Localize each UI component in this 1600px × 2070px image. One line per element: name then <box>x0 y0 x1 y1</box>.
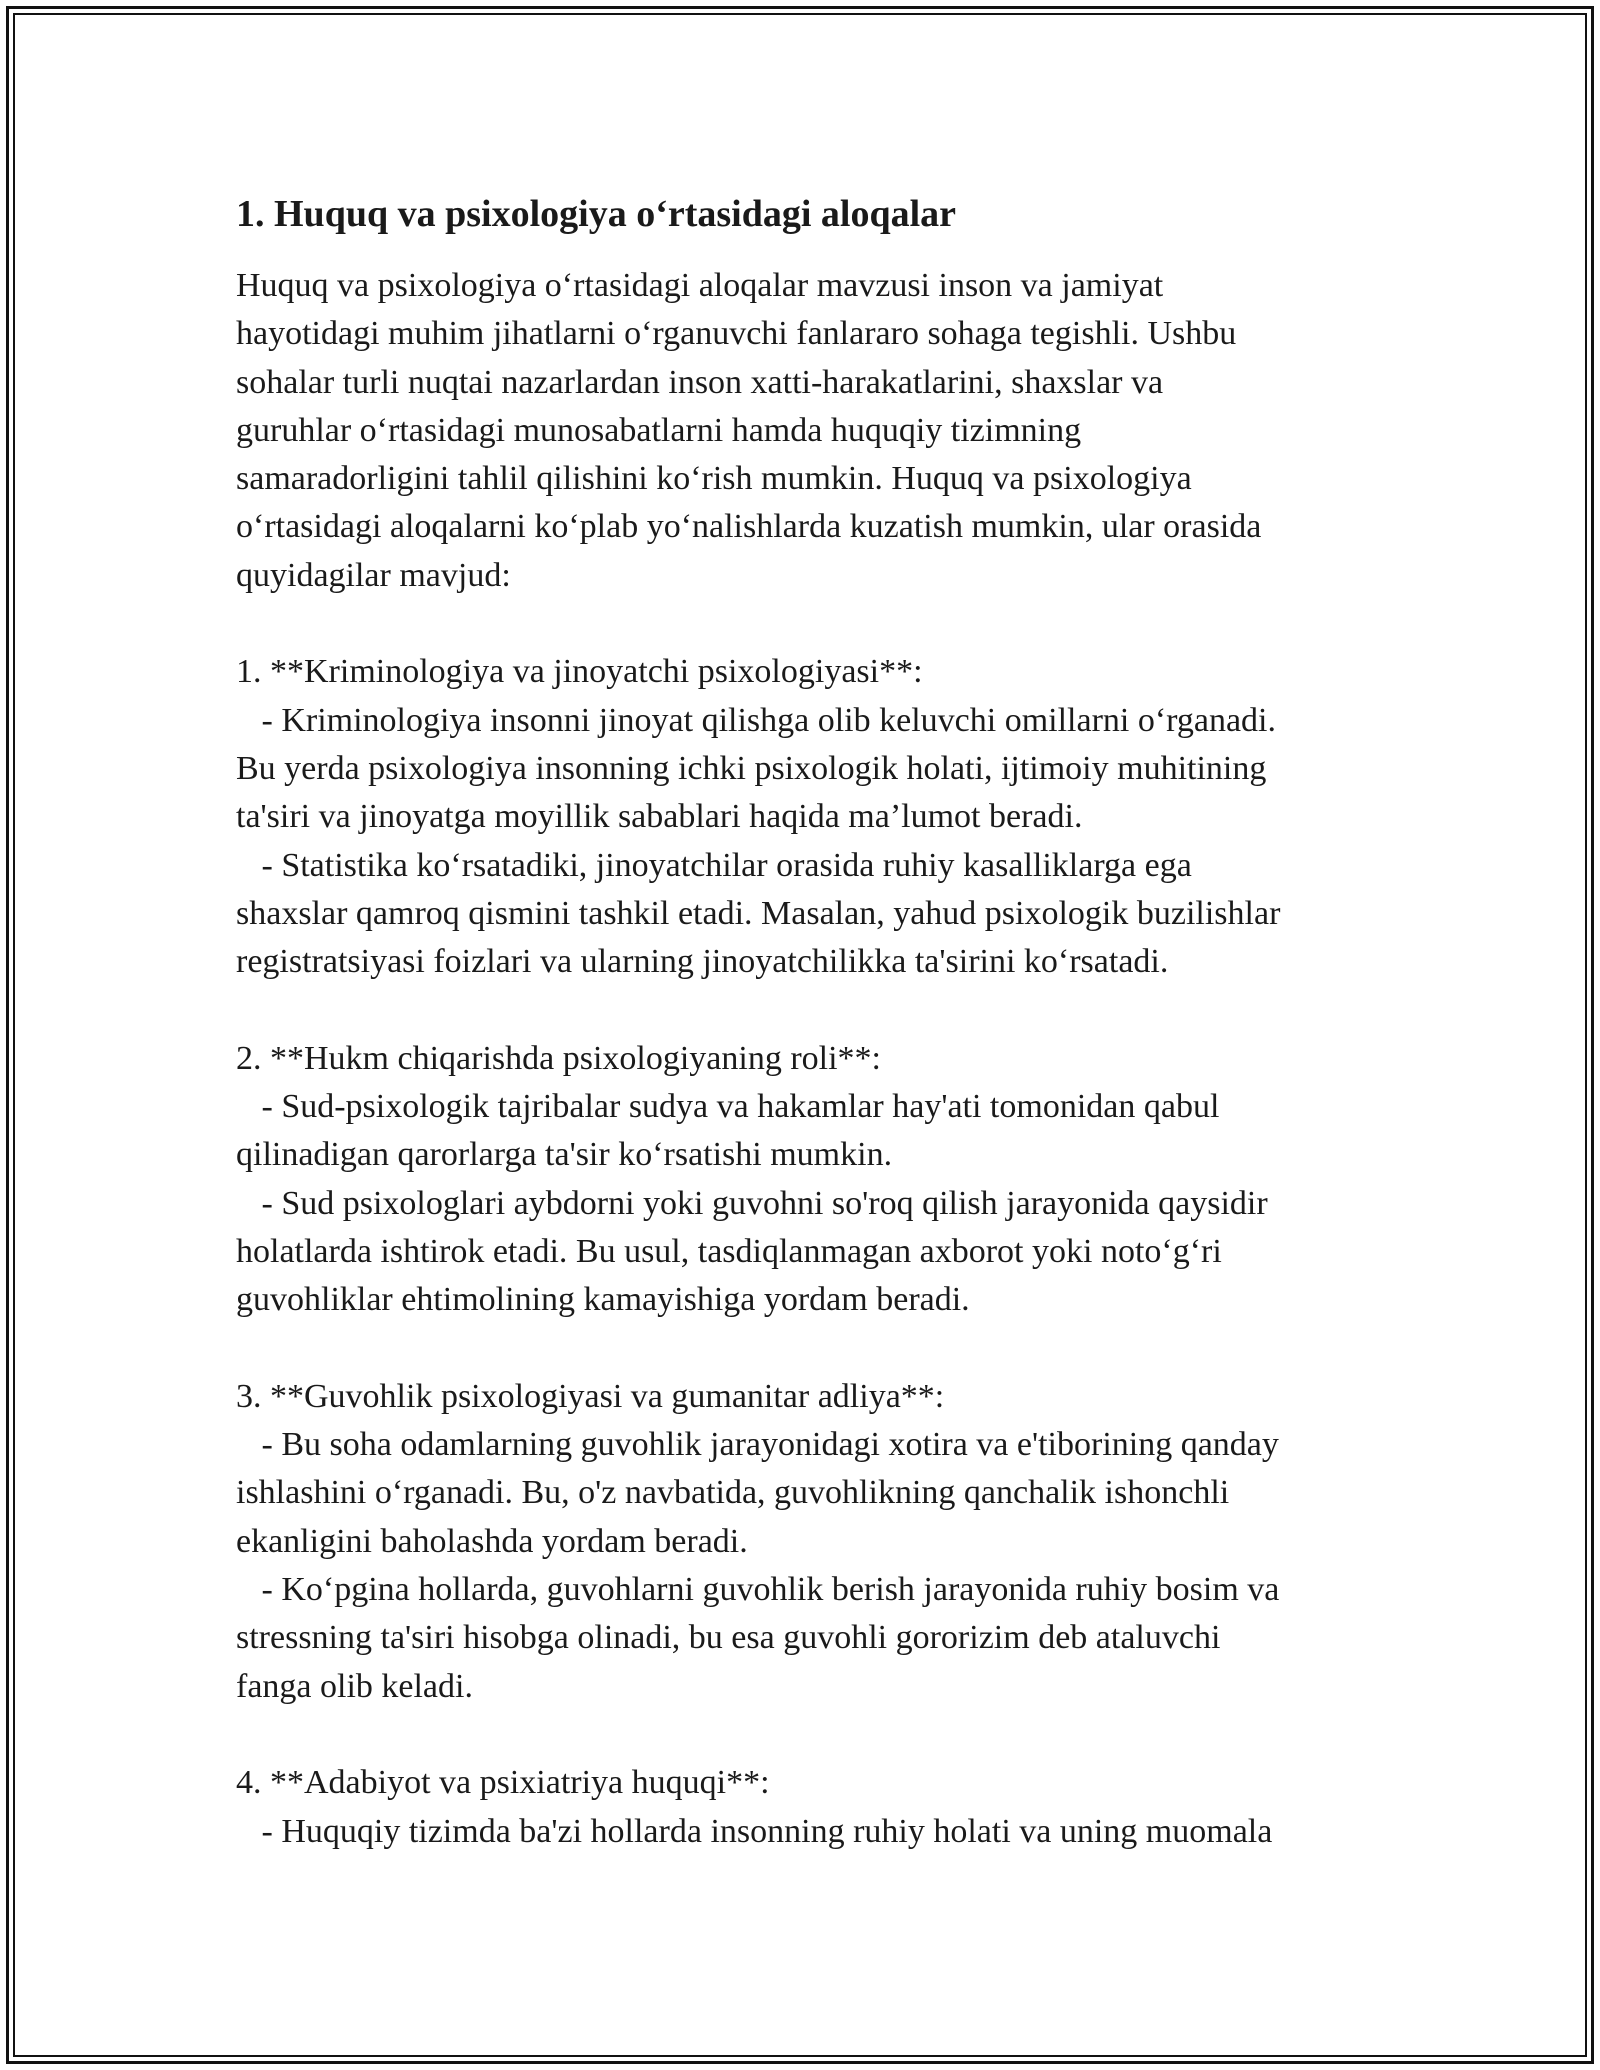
section-line: - Statistika ko‘rsatadiki, jinoyatchilar orasida ruhiy kasalliklarga ega <box>236 846 1192 884</box>
section-heading: 1. **Kriminologiya va jinoyatchi psixologiyasi**: <box>236 653 923 691</box>
intro-line: o‘rtasidagi aloqalarni ko‘plab yo‘nalishlarda kuzatish mumkin, ular orasida <box>236 508 1262 546</box>
document-title: 1. Huquq va psixologiya o‘rtasidagi aloqalar <box>236 193 957 235</box>
paragraph-gap <box>236 1711 1416 1759</box>
section-heading: 4. **Adabiyot va psixiatriya huquqi**: <box>236 1764 770 1802</box>
section-line: registratsiyasi foizlari va ularning jinoyatchilikka ta'sirini ko‘rsatadi. <box>236 943 1169 981</box>
section-3 <box>236 1373 1416 1711</box>
section-line: stressning ta'siri hisobga olinadi, bu esa guvohli gororizim deb ataluvchi <box>236 1619 1221 1657</box>
section-2 <box>236 1035 1416 1325</box>
section-heading: 2. **Hukm chiqarishda psixologiyaning roli**: <box>236 1039 881 1077</box>
section-line: shaxslar qamroq qismini tashkil etadi. Masalan, yahud psixologik buzilishlar <box>236 894 1281 932</box>
section-line: - Sud-psixologik tajribalar sudya va hakamlar hay'ati tomonidan qabul <box>236 1088 1220 1126</box>
intro-line: sohalar turli nuqtai nazarlardan inson xatti-harakatlarini, shaxslar va <box>236 363 1164 401</box>
intro-paragraph <box>236 262 1416 600</box>
section-line: ekanligini baholashda yordam beradi. <box>236 1522 748 1560</box>
section-1 <box>236 648 1416 986</box>
document-body <box>236 186 1416 1856</box>
intro-line: hayotidagi muhim jihatlarni o‘rganuvchi fanlararo sohaga tegishli. Ushbu <box>236 315 1237 353</box>
section-line: fanga olib keladi. <box>236 1667 473 1705</box>
section-line: Bu yerda psixologiya insonning ichki psixologik holati, ijtimoiy muhitining <box>236 749 1267 787</box>
section-line: - Ko‘pgina hollarda, guvohlarni guvohlik berish jarayonida ruhiy bosim va <box>236 1571 1280 1609</box>
intro-line: quyidagilar mavjud: <box>236 556 511 594</box>
section-line: guvohliklar ehtimolining kamayishiga yordam beradi. <box>236 1281 970 1319</box>
section-line: qilinadigan qarorlarga ta'sir ko‘rsatishi mumkin. <box>236 1136 893 1174</box>
section-line: - Sud psixologlari aybdorni yoki guvohni so'roq qilish jarayonida qaysidir <box>236 1184 1268 1222</box>
section-line: holatlarda ishtirok etadi. Bu usul, tasdiqlanmagan axborot yoki noto‘g‘ri <box>236 1232 1222 1270</box>
intro-line: Huquq va psixologiya o‘rtasidagi aloqalar mavzusi inson va jamiyat <box>236 267 1164 304</box>
section-line: - Kriminologiya insonni jinoyat qilishga olib keluvchi omillarni o‘rganadi. <box>236 701 1277 739</box>
paragraph-gap <box>236 1325 1416 1373</box>
section-heading: 3. **Guvohlik psixologiyasi va gumanitar adliya**: <box>236 1377 945 1415</box>
intro-line: guruhlar o‘rtasidagi munosabatlarni hamda huquqiy tizimning <box>236 411 1082 449</box>
section-line: ta'siri va jinoyatga moyillik sabablari haqida ma’lumot beradi. <box>236 798 1083 836</box>
section-line: - Huquqiy tizimda ba'zi hollarda insonning ruhiy holati va uning muomala <box>236 1812 1273 1850</box>
section-4 <box>236 1759 1416 1856</box>
paragraph-gap <box>236 986 1416 1034</box>
intro-line: samaradorligini tahlil qilishini ko‘rish mumkin. Huquq va psixologiya <box>236 460 1192 498</box>
section-line: ishlashini o‘rganadi. Bu, o'z navbatida, guvohlikning qanchalik ishonchli <box>236 1474 1230 1512</box>
paragraph-gap <box>236 600 1416 648</box>
section-line: - Bu soha odamlarning guvohlik jarayonidagi xotira va e'tiborining qanday <box>236 1426 1279 1464</box>
